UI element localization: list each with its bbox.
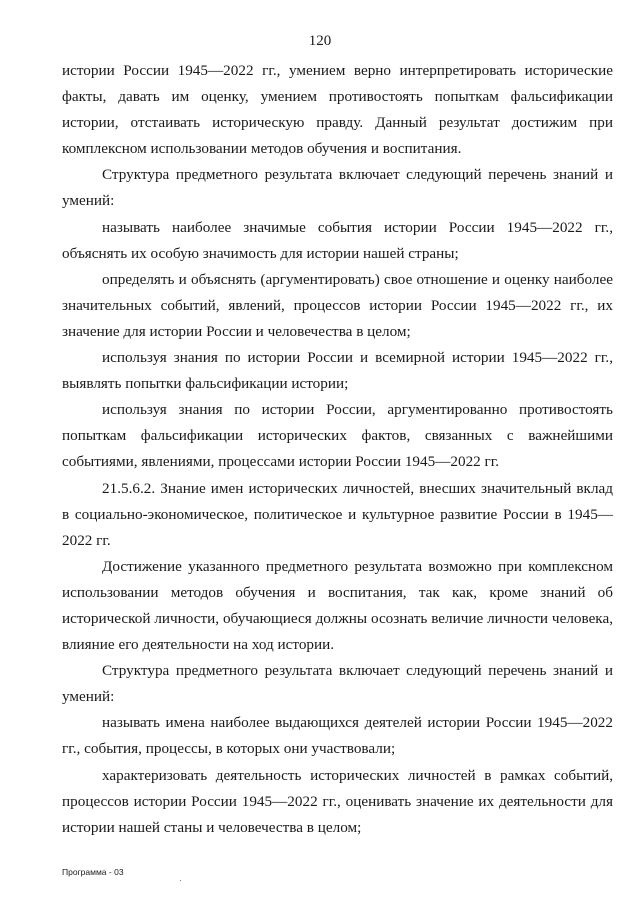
paragraph: используя знания по истории России, аргументированно противостоять попыткам фальсификации исторических фактов, связанных с важнейшими событиями, явлениями, процессами истории России 1945—2022 гг.: [62, 401, 613, 471]
footer-program-code: Программа - 03: [62, 867, 124, 877]
paragraph: используя знания по истории России и всемирной истории 1945—2022 гг., выявлять попытки фальсификации истории;: [62, 349, 613, 393]
paragraph: Структура предметного результата включает следующий перечень знаний и умений:: [62, 662, 613, 706]
scan-speck: [180, 880, 181, 881]
paragraph: называть наиболее значимые события истории России 1945—2022 гг., объяснять их особую значимость для истории нашей страны;: [62, 218, 613, 262]
document-body: [62, 58, 613, 841]
page-number: 120: [308, 33, 332, 49]
paragraph: Достижение указанного предметного результата возможно при комплексном использовании методов обучения и воспитания, так как, кроме знаний об исторической личности, обучающиеся должны осознать величие личности человека, влияние его деятельности на ход истории.: [62, 557, 613, 654]
paragraph: называть имена наиболее выдающихся деятелей истории России 1945—2022 гг., события, процессы, в которых они участвовали;: [62, 714, 613, 758]
paragraph: Структура предметного результата включает следующий перечень знаний и умений:: [62, 166, 613, 210]
paragraph: характеризовать деятельность исторических личностей в рамках событий, процессов истории России 1945—2022 гг., оценивать значение их деятельности для истории нашей станы и человечества в целом;: [62, 766, 613, 836]
paragraph: 21.5.6.2. Знание имен исторических личностей, внесших значительный вклад в социально-экономическое, политическое и культурное развитие России в 1945—2022 гг.: [62, 479, 613, 549]
paragraph: истории России 1945—2022 гг., умением верно интерпретировать исторические факты, давать им оценку, умением противостоять попыткам фальсификации истории, отстаивать историческую правду. Данный результат достижим при комплексном использовании методов обучения и воспитания.: [62, 62, 613, 158]
paragraph: определять и объяснять (аргументировать) свое отношение и оценку наиболее значительных событий, явлений, процессов истории России 1945—2022 гг., их значение для истории России и человечества в целом;: [62, 270, 613, 340]
